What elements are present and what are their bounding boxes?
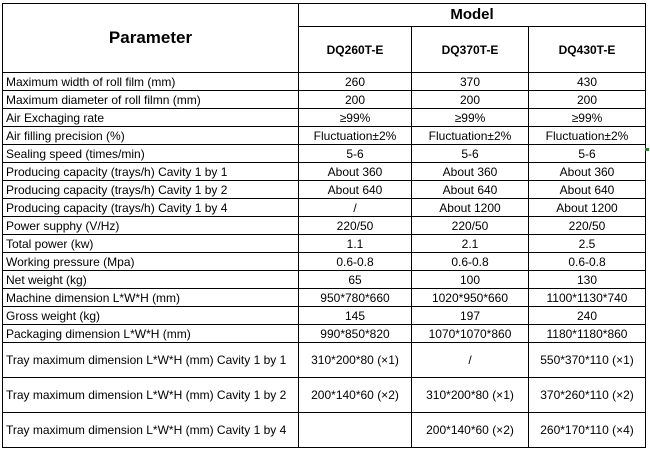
green-mark [645,148,649,151]
row-value: ≥99% [299,109,412,127]
header-row [3,4,646,27]
spec-table [2,3,646,448]
table-row [3,413,646,448]
row-value: Fluctuation±2% [412,127,529,145]
row-label: Working pressure (Mpa) [3,253,299,271]
table-row [3,91,646,109]
table-row [3,235,646,253]
table-row [3,145,646,163]
row-value: About 360 [529,163,646,181]
row-value: 220/50 [299,217,412,235]
row-value: 130 [529,271,646,289]
table-row [3,217,646,235]
model-name: DQ260T-E [299,27,412,73]
row-value: About 1200 [412,199,529,217]
row-value: 145 [299,307,412,325]
row-value: 5-6 [529,145,646,163]
row-value: About 360 [412,163,529,181]
row-value: 0.6-0.8 [412,253,529,271]
row-value: 1020*950*660 [412,289,529,307]
row-label: Sealing speed (times/min) [3,145,299,163]
row-value: 200 [412,91,529,109]
row-value: 0.6-0.8 [299,253,412,271]
row-label: Machine dimension L*W*H (mm) [3,289,299,307]
row-label: Producing capacity (trays/h) Cavity 1 by 4 [3,199,299,217]
table-row [3,199,646,217]
row-value: 200*140*60 (×2) [412,413,529,448]
table-row [3,289,646,307]
row-value: ≥99% [529,109,646,127]
row-value: About 640 [529,181,646,199]
row-label: Air Exchaging rate [3,109,299,127]
row-label: Tray maximum dimension L*W*H (mm) Cavity 1 by 2 [3,378,299,413]
table-row [3,181,646,199]
row-value: 990*850*820 [299,325,412,343]
row-value: Fluctuation±2% [529,127,646,145]
row-value: About 640 [412,181,529,199]
table-row [3,127,646,145]
row-value: 1180*1180*860 [529,325,646,343]
row-value: 5-6 [299,145,412,163]
row-value: 310*200*80 (×1) [412,378,529,413]
row-value: 310*200*80 (×1) [299,343,412,378]
row-label: Tray maximum dimension L*W*H (mm) Cavity 1 by 4 [3,413,299,448]
row-label: Maximum diameter of roll filmn (mm) [3,91,299,109]
table-row [3,271,646,289]
row-value: 100 [412,271,529,289]
model-name: DQ370T-E [412,27,529,73]
row-value: ≥99% [412,109,529,127]
row-value: / [412,343,529,378]
row-label: Tray maximum dimension L*W*H (mm) Cavity 1 by 1 [3,343,299,378]
row-label: Producing capacity (trays/h) Cavity 1 by 1 [3,163,299,181]
row-value: 1100*1130*740 [529,289,646,307]
row-value: About 1200 [529,199,646,217]
row-label: Total power (kw) [3,235,299,253]
row-label: Maximum width of roll film (mm) [3,73,299,91]
table-row [3,73,646,91]
table-row [3,253,646,271]
row-label: Net weight (kg) [3,271,299,289]
row-value: 200*140*60 (×2) [299,378,412,413]
row-value: 950*780*660 [299,289,412,307]
row-value: 370 [412,73,529,91]
row-value: 200 [529,91,646,109]
row-value: 260*170*110 (×4) [529,413,646,448]
row-value: 240 [529,307,646,325]
row-label: Gross weight (kg) [3,307,299,325]
row-value: 1070*1070*860 [412,325,529,343]
row-value: 1.1 [299,235,412,253]
row-value: About 640 [299,181,412,199]
row-value: 197 [412,307,529,325]
row-value: 2.5 [529,235,646,253]
row-value [299,413,412,448]
row-value: About 360 [299,163,412,181]
row-label: Packaging dimension L*W*H (mm) [3,325,299,343]
parameter-header: Parameter [3,4,299,73]
table-row [3,109,646,127]
table-row [3,325,646,343]
table-row [3,163,646,181]
row-value: 2.1 [412,235,529,253]
row-label: Producing capacity (trays/h) Cavity 1 by 2 [3,181,299,199]
model-header: Model [299,4,646,27]
row-value: 370*260*110 (×2) [529,378,646,413]
row-value: 220/50 [412,217,529,235]
table-row [3,378,646,413]
row-value: / [299,199,412,217]
row-value: 430 [529,73,646,91]
table-row [3,307,646,325]
row-value: 65 [299,271,412,289]
row-label: Power supphy (V/Hz) [3,217,299,235]
row-value: 200 [299,91,412,109]
row-value: 5-6 [412,145,529,163]
row-value: 260 [299,73,412,91]
model-name: DQ430T-E [529,27,646,73]
spec-body [3,73,646,448]
table-row [3,343,646,378]
row-value: 220/50 [529,217,646,235]
row-value: Fluctuation±2% [299,127,412,145]
row-value: 0.6-0.8 [529,253,646,271]
row-label: Air filling precision (%) [3,127,299,145]
row-value: 550*370*110 (×1) [529,343,646,378]
